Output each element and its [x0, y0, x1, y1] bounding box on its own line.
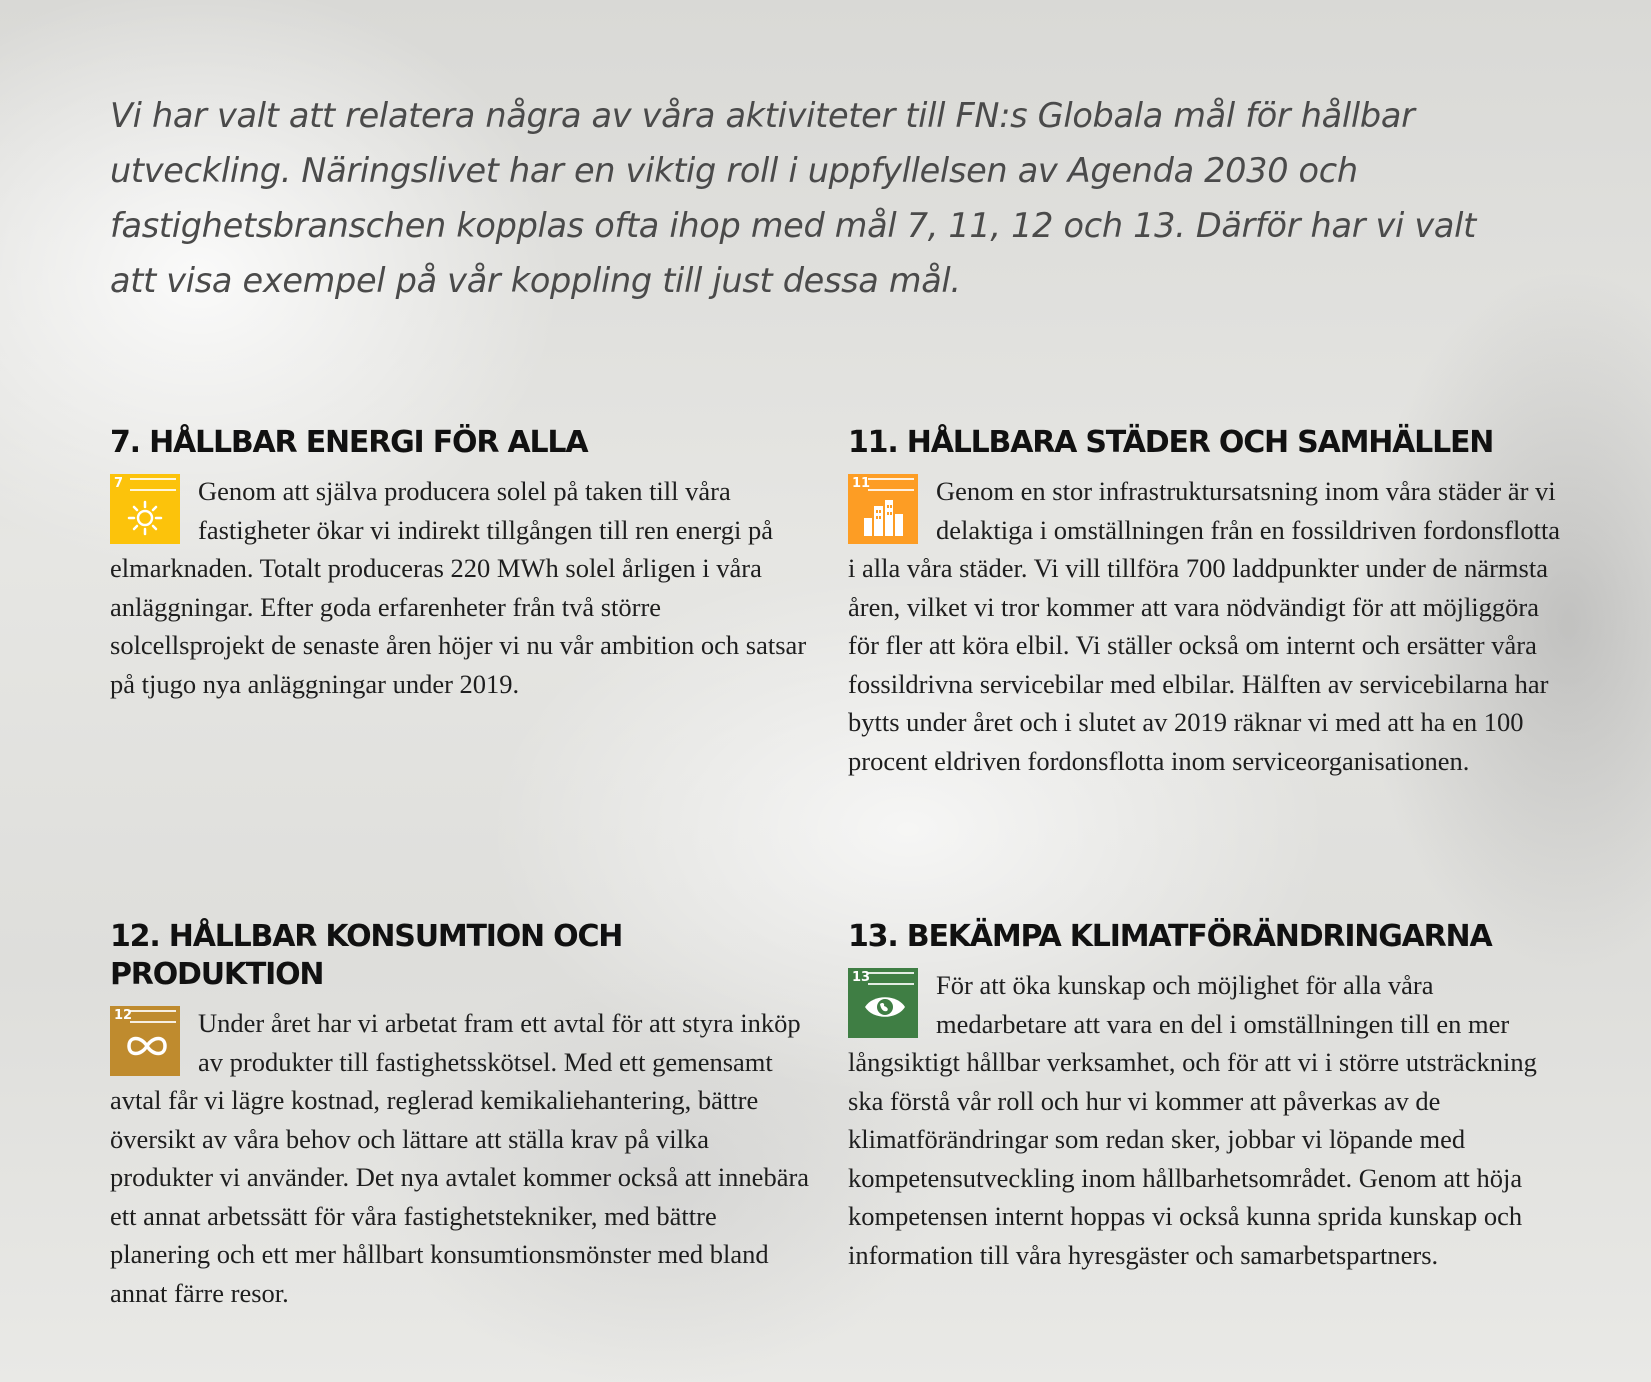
section-goal-7 — [110, 424, 810, 703]
section-heading: 12. HÅLLBAR KONSUMTION OCH PRODUKTION — [110, 919, 623, 992]
section-goal-12 — [110, 918, 810, 1312]
section-body: För att öka kunskap och möjlighet för alla våra medarbetare att vara en del i omställningen till en mer långsiktigt hållbar verksamhet, och för att vi i större utsträckning ska förstå vår roll och hur vi kommer att påverkas av de klimatförändringar som redan sker, jobbar vi löpande med kompetensutveckling inom hållbarhetsområdet. Genom att höja kompetensen internt hoppas vi också kunna sprida kunskap och information till våra hyresgäster och samarbetspartners. — [848, 970, 1537, 1270]
sdg-11-badge — [848, 474, 918, 544]
intro-text: Vi har valt att relatera några av våra aktiviteter till FN:s Globala mål för hållbar utveckling. Näringslivet har en viktig roll i uppfyllelsen av Agenda 2030 och fastighetsbranschen kopplas ofta ihop med mål 7, 11, 12 och 13. Därför har vi valt att visa exempel på vår koppling till just dessa mål. — [110, 96, 1476, 300]
eye-globe-icon — [863, 990, 907, 1024]
sdg-number: 12 — [114, 1008, 133, 1023]
sdg-13-badge — [848, 968, 918, 1038]
infinity-icon — [125, 1028, 169, 1064]
section-body: Under året har vi arbetat fram ett avtal för att styra inköp av produkter till fastighetsskötsel. Med ett gemensamt avtal får vi lägre kostnad, reglerad kemikaliehantering, bättre översikt av våra behov och lättare att ställa krav på vilka produkter vi använder. Det nya avtalet kommer också att innebära ett annat arbetssätt för våra fastighetstekniker, med bättre planering och ett mer hållbart konsumtionsmönster med bland annat färre resor. — [110, 1008, 810, 1308]
city-icon — [863, 496, 905, 538]
section-goal-13 — [848, 918, 1568, 1274]
section-goal-11 — [848, 424, 1568, 780]
sdg-number: 11 — [852, 476, 871, 491]
sdg-12-badge — [110, 1006, 180, 1076]
sdg-number: 13 — [852, 970, 871, 985]
section-heading: 13. BEKÄMPA KLIMATFÖRÄNDRINGARNA — [848, 919, 1492, 954]
section-heading: 7. HÅLLBAR ENERGI FÖR ALLA — [110, 425, 588, 460]
section-heading: 11. HÅLLBARA STÄDER OCH SAMHÄLLEN — [848, 425, 1494, 460]
section-body: Genom att själva producera solel på taken till våra fastigheter ökar vi indirekt tillgången till ren energi på elmarknaden. Totalt produceras 220 MWh solel årligen i våra anläggningar. Efter goda erfarenheter från två större solcellsprojekt de senaste åren höjer vi nu vår ambition och satsar på tjugo nya anläggningar under 2019. — [110, 476, 807, 699]
sdg-7-badge — [110, 474, 180, 544]
section-body: Genom en stor infrastruktursatsning inom våra städer är vi delaktiga i omställningen från en fossildriven fordonsflotta i alla våra städer. Vi vill tillföra 700 laddpunkter under de närmsta åren, vilket vi tror kommer att vara nödvändigt för att möjliggöra för fler att köra elbil. Vi ställer också om internt och ersätter våra fossildrivna servicebilar med elbilar. Hälften av servicebilarna har bytts under året och i slutet av 2019 räknar vi med att ha en 100 procent eldriven fordonsflotta inom serviceorganisationen. — [848, 476, 1561, 776]
sun-icon — [125, 496, 165, 536]
sdg-number: 7 — [114, 476, 124, 491]
